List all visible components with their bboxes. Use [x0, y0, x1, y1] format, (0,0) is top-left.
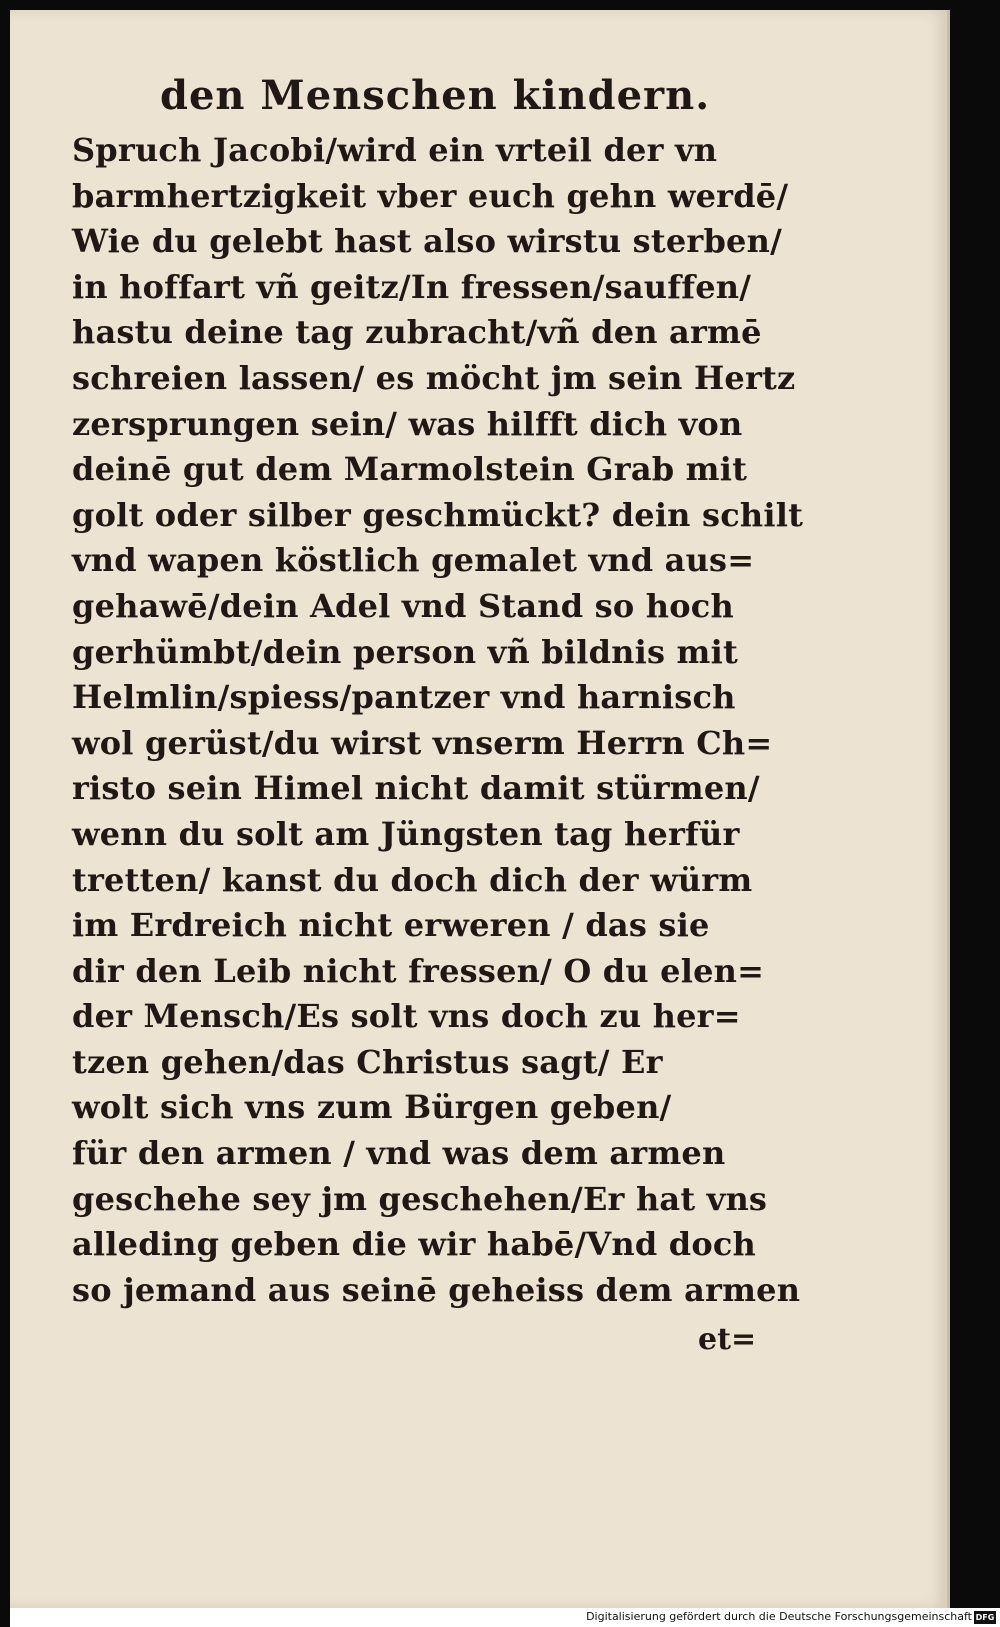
text-line: in hoffart vñ geitz/In fressen/sauffen/ [72, 267, 752, 306]
footer-bar [10, 1608, 1000, 1627]
text-line: alleding geben die wir habē/Vnd doch [72, 1225, 757, 1264]
text-line: wol gerüst/du wirst vnserm Herrn Ch= [72, 723, 773, 762]
text-line: schreien lassen/ es möcht jm sein Hertz [72, 358, 796, 397]
text-line: gehawē/dein Adel vnd Stand so hoch [72, 586, 734, 625]
text-line: tretten/ kanst du doch dich der würm [72, 860, 753, 899]
text-line: deinē gut dem Marmolstein Grab mit [72, 450, 748, 489]
text-line: dir den Leib nicht fressen/ O du elen= [72, 951, 765, 990]
text-block [72, 128, 804, 1313]
text-line: geschehe sey jm geschehen/Er hat vns [72, 1179, 768, 1218]
catchword: et= [698, 1322, 757, 1357]
text-line: hastu deine tag zubracht/vñ den armē [72, 313, 762, 352]
text-line: gerhümbt/dein person vñ bildnis mit [72, 632, 738, 671]
text-line: Wie du gelebt hast also wirstu sterben/ [72, 222, 782, 261]
text-line: vnd wapen köstlich gemalet vnd aus= [72, 541, 755, 580]
text-line: für den armen / vnd was dem armen [72, 1134, 726, 1173]
running-header: den Menschen kindern. [160, 72, 711, 119]
text-line: zersprungen sein/ was hilfft dich von [72, 404, 743, 443]
text-line: so jemand aus seinē geheiss dem armen [72, 1270, 801, 1309]
dfg-logo: DFG [975, 1613, 995, 1622]
text-line: wolt sich vns zum Bürgen geben/ [72, 1088, 672, 1127]
text-line: im Erdreich nicht erweren / das sie [72, 906, 710, 945]
book-page [10, 10, 950, 1608]
text-line: Spruch Jacobi/wird ein vrteil der vn [72, 131, 718, 169]
funding-credit: Digitalisierung gefördert durch die Deutsche Forschungsgemeinschaft [586, 1610, 972, 1623]
text-line: wenn du solt am Jüngsten tag herfür [72, 814, 740, 853]
text-line: tzen gehen/das Christus sagt/ Er [72, 1042, 663, 1081]
text-line: risto sein Himel nicht damit stürmen/ [72, 769, 760, 808]
text-line: barmhertzigkeit vber euch gehn werdē/ [72, 176, 789, 215]
text-line: golt oder silber geschmückt? dein schilt [72, 495, 804, 534]
text-line: Helmlin/spiess/pantzer vnd harnisch [72, 678, 736, 717]
text-line: der Mensch/Es solt vns doch zu her= [72, 997, 741, 1036]
